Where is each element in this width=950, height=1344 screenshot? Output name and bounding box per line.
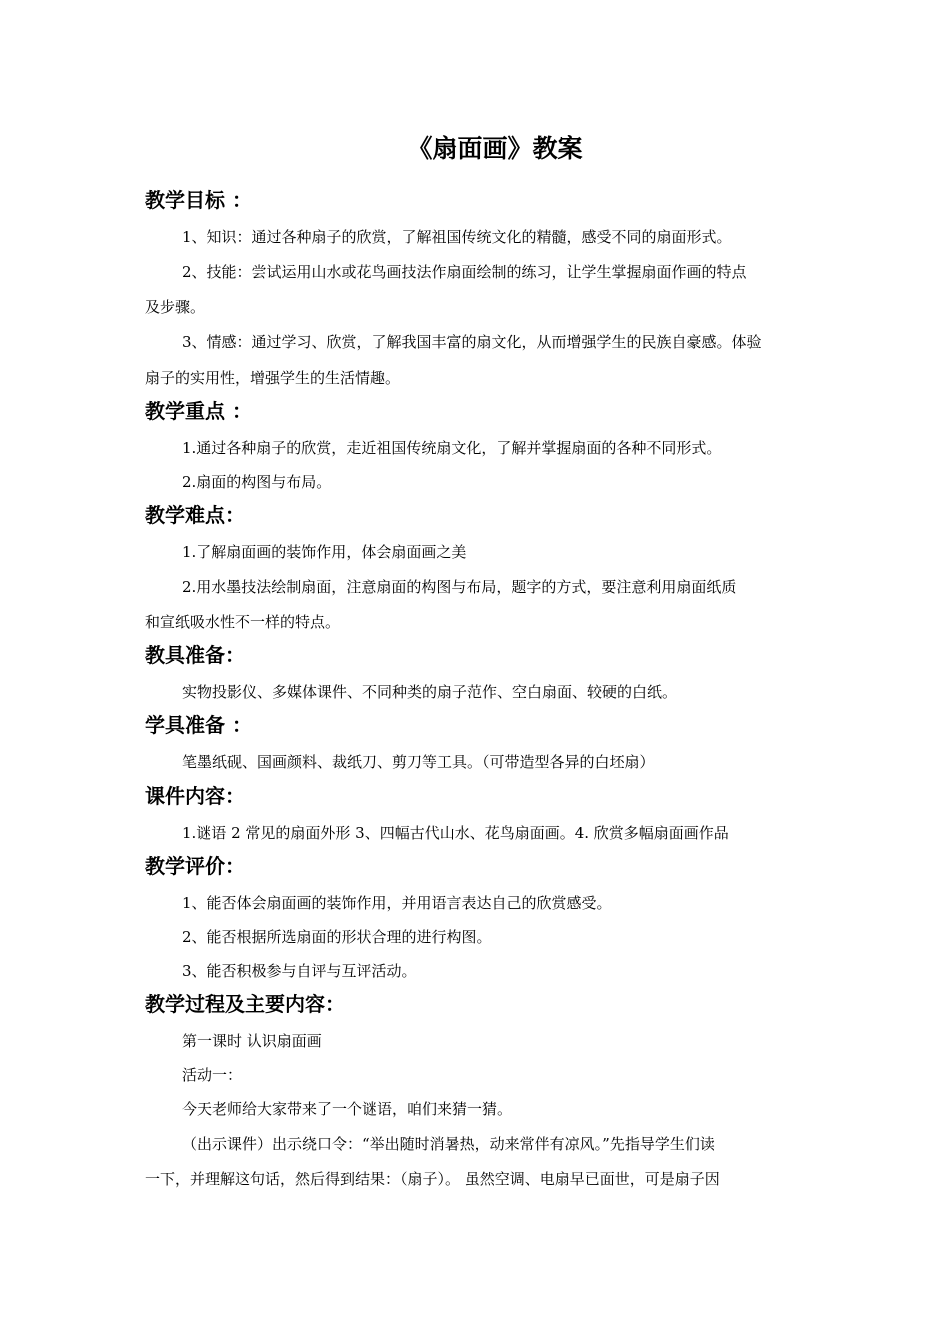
process-item-4-cont: 一下，并理解这句话，然后得到结果：（扇子）。 虽然空调、电扇早已面世，可是扇子因 — [145, 1170, 720, 1188]
heading-process: 教学过程及主要内容： — [145, 992, 345, 1016]
heading-courseware: 课件内容： — [145, 784, 245, 808]
goals-item-3-cont: 扇子的实用性，增强学生的生活情趣。 — [145, 369, 401, 387]
evaluation-item-3: 3、能否积极参与自评与互评活动。 — [182, 962, 417, 980]
key-points-item-1: 1.通过各种扇子的欣赏，走近祖国传统扇文化，了解并掌握扇面的各种不同形式。 — [182, 439, 722, 457]
document-title: 《扇面画》教案 — [407, 134, 583, 163]
heading-student-tools: 学具准备 ： — [145, 713, 252, 737]
heading-evaluation: 教学评价： — [145, 854, 245, 878]
difficulties-item-1: 1.了解扇面画的装饰作用，体会扇面画之美 — [182, 543, 467, 561]
process-item-1: 第一课时 认识扇面画 — [182, 1032, 322, 1050]
goals-item-2: 2、技能：尝试运用山水或花鸟画技法作扇面绘制的练习，让学生掌握扇面作画的特点 — [182, 263, 747, 281]
goals-item-1: 1、知识：通过各种扇子的欣赏，了解祖国传统文化的精髓，感受不同的扇面形式。 — [182, 228, 732, 246]
heading-goals: 教学目标 ： — [145, 188, 252, 212]
process-item-4: （出示课件）出示绕口令：“举出随时消暑热，动来常伴有凉风。”先指导学生们读 — [182, 1135, 715, 1153]
process-item-2: 活动一： — [182, 1066, 243, 1084]
evaluation-item-2: 2、能否根据所选扇面的形状合理的进行构图。 — [182, 928, 492, 946]
student-tools-item-1: 笔墨纸砚、国画颜料、裁纸刀、剪刀等工具。（可带造型各异的白坯扇） — [182, 753, 655, 771]
heading-key-points: 教学重点 ： — [145, 399, 252, 423]
teacher-tools-item-1: 实物投影仪、多媒体课件、不同种类的扇子范作、空白扇面、较硬的白纸。 — [182, 683, 678, 701]
courseware-item-1: 1.谜语 2 常见的扇面外形 3、四幅古代山水、花鸟扇面画。4. 欣赏多幅扇面画作品 — [182, 824, 729, 842]
process-item-3: 今天老师给大家带来了一个谜语，咱们来猜一猜。 — [182, 1100, 513, 1118]
goals-item-3: 3、情感：通过学习、欣赏，了解我国丰富的扇文化，从而增强学生的民族自豪感。体验 — [182, 333, 762, 351]
heading-teacher-tools: 教具准备： — [145, 643, 245, 667]
goals-item-2-cont: 及步骤。 — [145, 298, 206, 316]
evaluation-item-1: 1、能否体会扇面画的装饰作用，并用语言表达自己的欣赏感受。 — [182, 894, 612, 912]
difficulties-item-2: 2.用水墨技法绘制扇面，注意扇面的构图与布局，题字的方式，要注意利用扇面纸质 — [182, 578, 737, 596]
difficulties-item-2-cont: 和宣纸吸水性不一样的特点。 — [145, 613, 341, 631]
heading-difficulties: 教学难点： — [145, 503, 245, 527]
key-points-item-2: 2.扇面的构图与布局。 — [182, 473, 332, 491]
